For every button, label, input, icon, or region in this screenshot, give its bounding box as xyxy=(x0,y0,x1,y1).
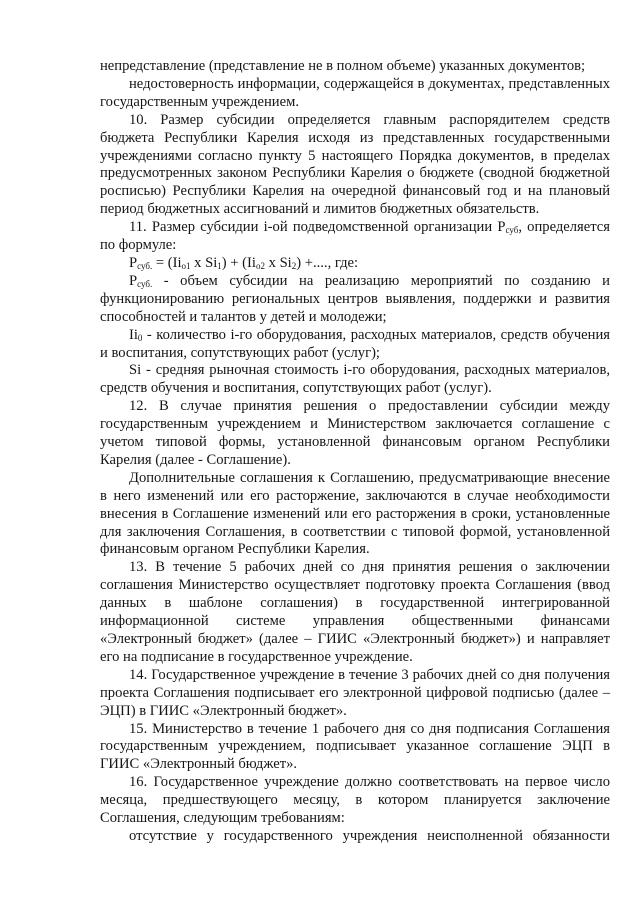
paragraph: непредставление (представление не в полном объеме) указанных документов; xyxy=(100,58,586,74)
paragraph: 14. Государственное учреждение в течение 3 рабочих дней со дня получения проекта Соглашения подписывает его электронной цифровой подписью (далее – ЭЦП) в ГИИС «Электронный бюджет». xyxy=(100,666,610,719)
paragraph: Si - средняя рыночная стоимость i-го оборудования, расходных материалов, средств обучения и воспитания, сопутствующих работ (услуг). xyxy=(100,362,610,397)
paragraph: $Ii_0$ - количество i-го оборудования, расходных материалов, средств обучения и воспитания, сопутствующих работ (услуг); xyxy=(100,326,610,361)
paragraph: 10. Размер субсидии определяется главным распорядителем средств бюджета Республики Карелия исходя из представленных государственными учреждениями согласно пункту 5 настоящего Порядка документов, в пределах предусмотренных законом Республики Карелия о бюджете (сводной бюджетной росписью) Республики Карелия на очередной финансовый год и на плановый период бюджетных ассигнований и лимитов бюджетных обязательств. xyxy=(100,111,610,218)
paragraph: $P_{суб.}$ - объем субсидии на реализацию мероприятий по созданию и функционированию региональных центров выявления, поддержки и развития способностей и талантов у детей и молодежи; xyxy=(100,272,610,325)
paragraph: 11. Размер субсидии i-ой подведомственной организации $P_{суб}$, определяется по формуле: xyxy=(100,219,610,254)
paragraph: 15. Министерство в течение 1 рабочего дня со дня подписания Соглашения государственным учреждением, подписывает указанное соглашение ЭЦП в ГИИС «Электронный бюджет». xyxy=(100,720,610,773)
paragraph: 12. В случае принятия решения о предоставлении субсидии между государственным учреждением и Министерством заключается соглашение с учетом типовой формы, установленной финансовым органом Республики Карелия (далее - Соглашение). xyxy=(100,398,610,468)
paragraph: Дополнительные соглашения к Соглашению, предусматривающие внесение в него изменений или его расторжение, заключаются в случае необходимости внесения в Соглашение изменений или его расторжения в сроки, установленные для заключения Соглашения, в соответствии с типовой формой, установленной финансовым органом Республики Карелия. xyxy=(100,469,610,558)
paragraph: 16. Государственное учреждение должно соответствовать на первое число месяца, предшествующего месяцу, в котором планируется заключение Соглашения, следующим требованиям: xyxy=(100,774,610,827)
paragraph: 13. В течение 5 рабочих дней со дня принятия решения о заключении соглашения Министерство осуществляет подготовку проекта Соглашения (ввод данных в шаблоне соглашения) в государственной интегрированной информационной системе управления общественными финансами «Электронный бюджет» (далее – ГИИС «Электронный бюджет») и направляет его на подписание в государственное учреждение. xyxy=(100,559,610,665)
paragraph: отсутствие у государственного учреждения неисполненной обязанности xyxy=(129,827,610,844)
formula: $P_{суб.} = (Ii_{o1}$ x $Si_1) + (Ii_{o2}$ x $Si_2$) +...., где: xyxy=(129,254,359,271)
paragraph: недостоверность информации, содержащейся в документах, представленных государственным учреждением. xyxy=(100,75,610,110)
